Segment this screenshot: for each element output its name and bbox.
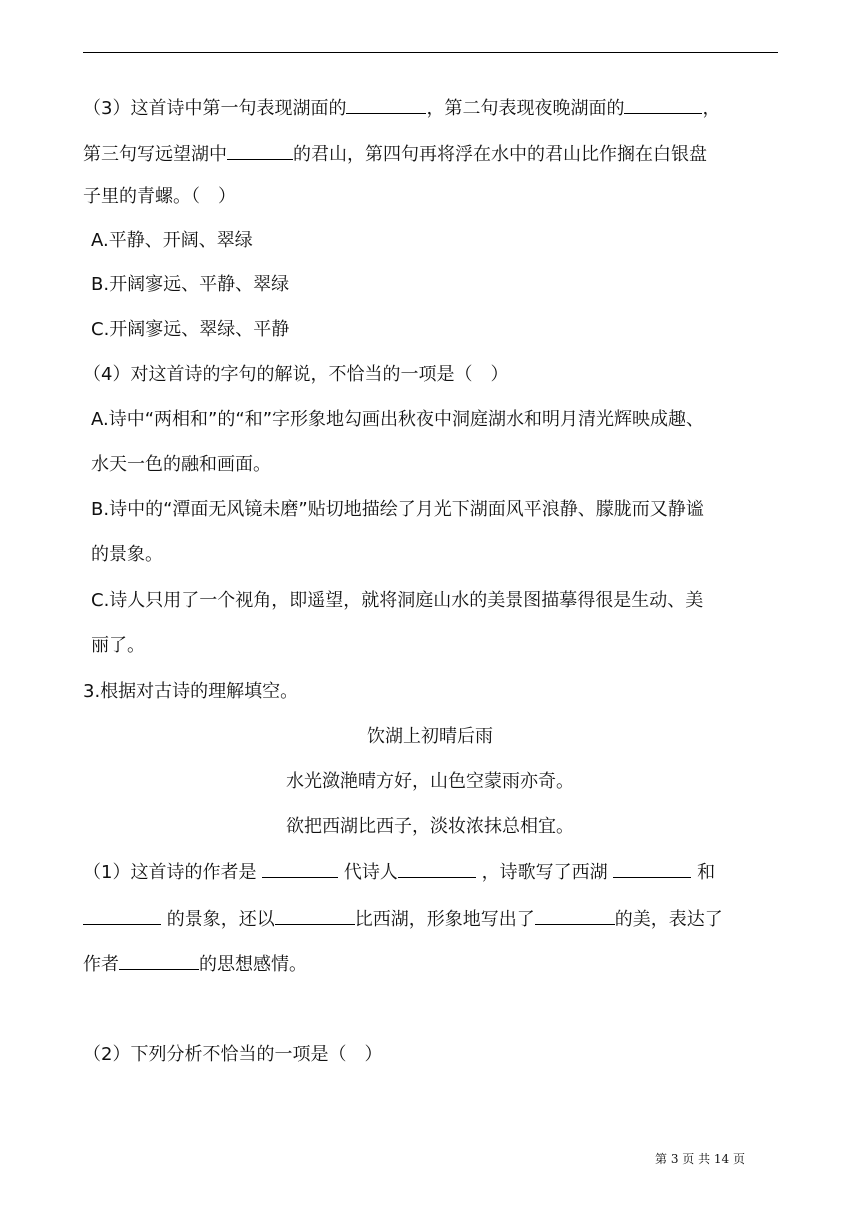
q3-text: （3）这首诗中第一句表现湖面的: [83, 98, 347, 119]
s3-q1-text: （1）这首诗的作者是: [83, 862, 263, 883]
q3-option-b[interactable]: B.开阔寥远、平静、翠绿: [91, 274, 290, 295]
q3-text: 第三句写远望湖中: [83, 144, 227, 165]
s3-q1-text: 的景象，还以: [161, 909, 275, 930]
answer-blank[interactable]: [275, 906, 355, 925]
q3-text: 的君山，第四句再将浮在水中的君山比作搁在白银盘: [293, 144, 707, 165]
answer-blank[interactable]: [346, 95, 426, 114]
answer-blank[interactable]: [613, 859, 691, 878]
s3-q1-line-2: [83, 906, 723, 932]
q3-line-1: [83, 95, 720, 121]
s3-q1-text: ，诗歌写了西湖: [475, 862, 614, 883]
s3-q1-text: 和: [691, 862, 716, 883]
answer-blank[interactable]: [119, 951, 199, 970]
s3-q2-stem: （2）下列分析不恰当的一项是（ ）: [83, 1044, 383, 1065]
answer-blank[interactable]: [535, 906, 615, 925]
q4-option-b[interactable]: B.诗中的“潭面无风镜未磨”贴切地描绘了月光下湖面风平浪静、朦胧而又静谧: [91, 499, 704, 520]
q4-option-b-cont: 的景象。: [91, 544, 163, 565]
q3-text: ，第二句表现夜晚湖面的: [426, 98, 625, 119]
q3-text: ，: [702, 98, 721, 119]
s3-q1-line-3: [83, 951, 307, 977]
answer-blank[interactable]: [262, 859, 338, 878]
s3-q1-line-1: [83, 859, 715, 885]
q3-line-3: 子里的青螺。（ ）: [83, 186, 236, 207]
answer-blank[interactable]: [398, 859, 476, 878]
answer-blank[interactable]: [83, 906, 161, 925]
page-footer: 第 3 页 共 14 页: [655, 1152, 745, 1166]
s3-q1-text: 代诗人: [338, 862, 398, 883]
s3-q1-text: 比西湖，形象地写出了: [354, 909, 535, 930]
q4-option-a[interactable]: A.诗中“两相和”的“和”字形象地勾画出秋夜中洞庭湖水和明月清光辉映成趣、: [91, 409, 705, 430]
poem-line-2: 欲把西湖比西子，淡妆浓抹总相宜。: [286, 816, 574, 837]
q3-option-c[interactable]: C.开阔寥远、翠绿、平静: [91, 319, 290, 340]
header-rule: [83, 52, 778, 53]
poem-line-1: 水光潋滟晴方好，山色空蒙雨亦奇。: [286, 771, 574, 792]
q3-option-a[interactable]: A.平静、开阔、翠绿: [91, 230, 253, 251]
s3-q1-text: 的美，表达了: [614, 909, 723, 930]
answer-blank[interactable]: [227, 141, 293, 160]
poem-title: 饮湖上初晴后雨: [367, 726, 493, 747]
q4-stem: （4）对这首诗的字句的解说，不恰当的一项是（ ）: [83, 364, 509, 385]
answer-blank[interactable]: [624, 95, 702, 114]
q4-option-c-cont: 丽了。: [91, 635, 145, 656]
q4-option-a-cont: 水天一色的融和画面。: [91, 454, 271, 475]
section-3-heading: 3.根据对古诗的理解填空。: [83, 681, 299, 702]
q4-option-c[interactable]: C.诗人只用了一个视角，即遥望，就将洞庭山水的美景图描摹得很是生动、美: [91, 590, 704, 611]
q3-line-2: [83, 141, 707, 167]
s3-q1-text: 的思想感情。: [199, 954, 307, 975]
s3-q1-text: 作者: [83, 954, 119, 975]
